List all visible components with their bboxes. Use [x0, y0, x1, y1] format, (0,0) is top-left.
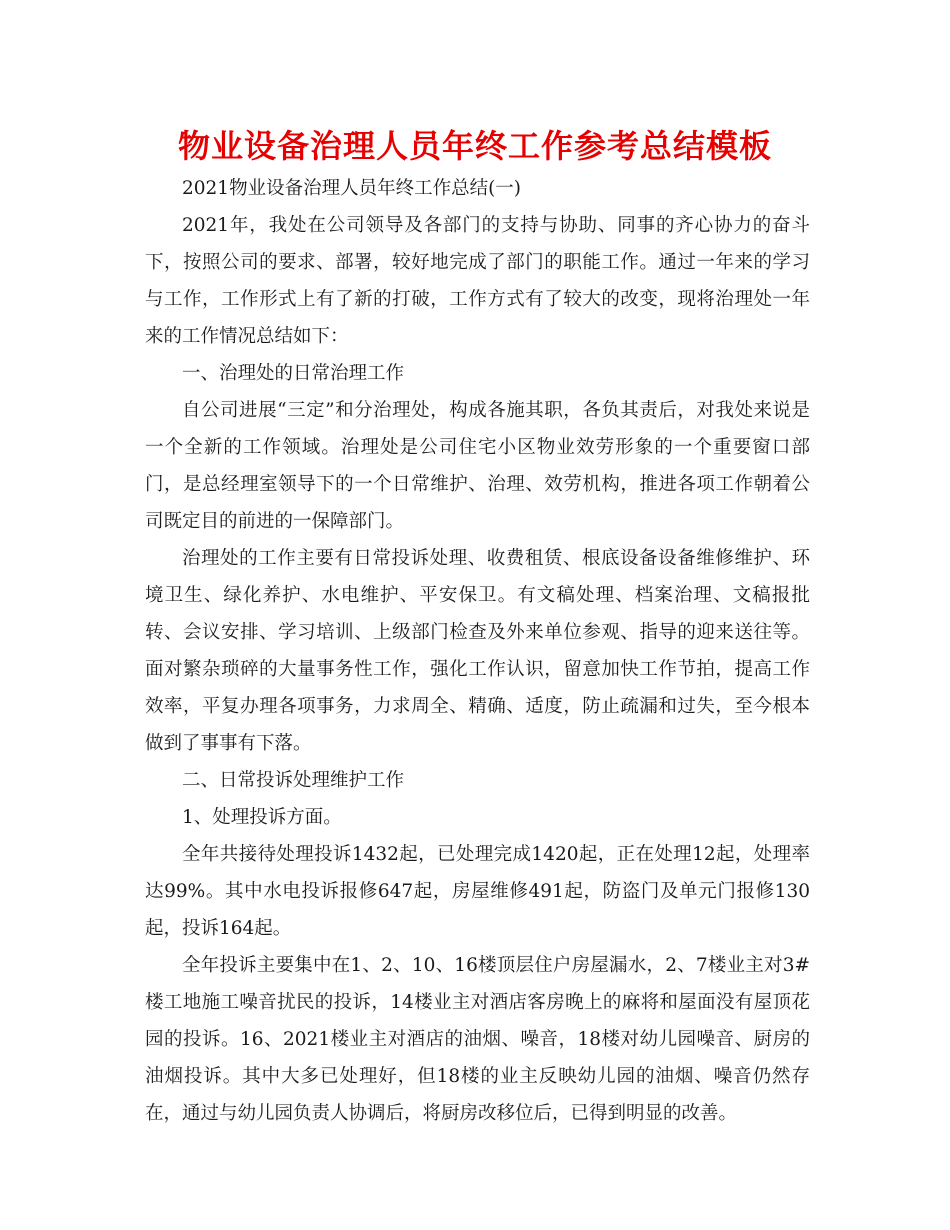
section-heading-1: 一、治理处的日常治理工作 [182, 363, 405, 384]
section-heading-2: 二、日常投诉处理维护工作 [182, 770, 405, 791]
document-body [145, 170, 810, 1132]
body-paragraph: 全年共接待处理投诉1432起，已处理完成1420起，正在处理12起，处理率达99%。其中水电投诉报修647起，房屋维修491起，防盗门及单元门报修130起，投诉164起。 [145, 844, 810, 939]
document-title: 物业设备治理人员年终工作参考总结模板 [177, 127, 772, 165]
intro-paragraph: 2021年，我处在公司领导及各部门的支持与协助、同事的齐心协力的奋斗下，按照公司的要求、部署，较好地完成了部门的职能工作。通过一年来的学习与工作，工作形式上有了新的打破，工作方式有了较大的改变，现将治理处一年来的工作情况总结如下： [145, 215, 810, 347]
body-paragraph: 自公司进展“三定”和分治理处，构成各施其职，各负其责后，对我处来说是一个全新的工作领域。治理处是公司住宅小区物业效劳形象的一个重要窗口部门，是总经理室领导下的一个日常维护、治理、效劳机构，推进各项工作朝着公司既定目的前进的一保障部门。 [145, 400, 810, 532]
body-paragraph: 治理处的工作主要有日常投诉处理、收费租赁、根底设备设备维修维护、环境卫生、绿化养护、水电维护、平安保卫。有文稿处理、档案治理、文稿报批转、会议安排、学习培训、上级部门检查及外来单位参观、指导的迎来送往等。面对繁杂琐碎的大量事务性工作，强化工作认识，留意加快工作节拍，提高工作效率，平复办理各项事务，力求周全、精确、适度，防止疏漏和过失，至今根本做到了事事有下落。 [145, 548, 810, 754]
subsection-heading: 1、处理投诉方面。 [182, 807, 342, 828]
section-subtitle: 2021物业设备治理人员年终工作总结(一) [182, 178, 522, 199]
body-paragraph: 全年投诉主要集中在1、2、10、16楼顶层住户房屋漏水，2、7楼业主对3#楼工地施工噪音扰民的投诉，14楼业主对酒店客房晚上的麻将和屋面没有屋顶花园的投诉。16、2021楼业主对酒店的油烟、噪音，18楼对幼儿园噪音、厨房的油烟投诉。其中大多已处理好，但18楼的业主反映幼儿园的油烟、噪音仍然存在，通过与幼儿园负责人协调后，将厨房改移位后，已得到明显的改善。 [145, 955, 810, 1124]
